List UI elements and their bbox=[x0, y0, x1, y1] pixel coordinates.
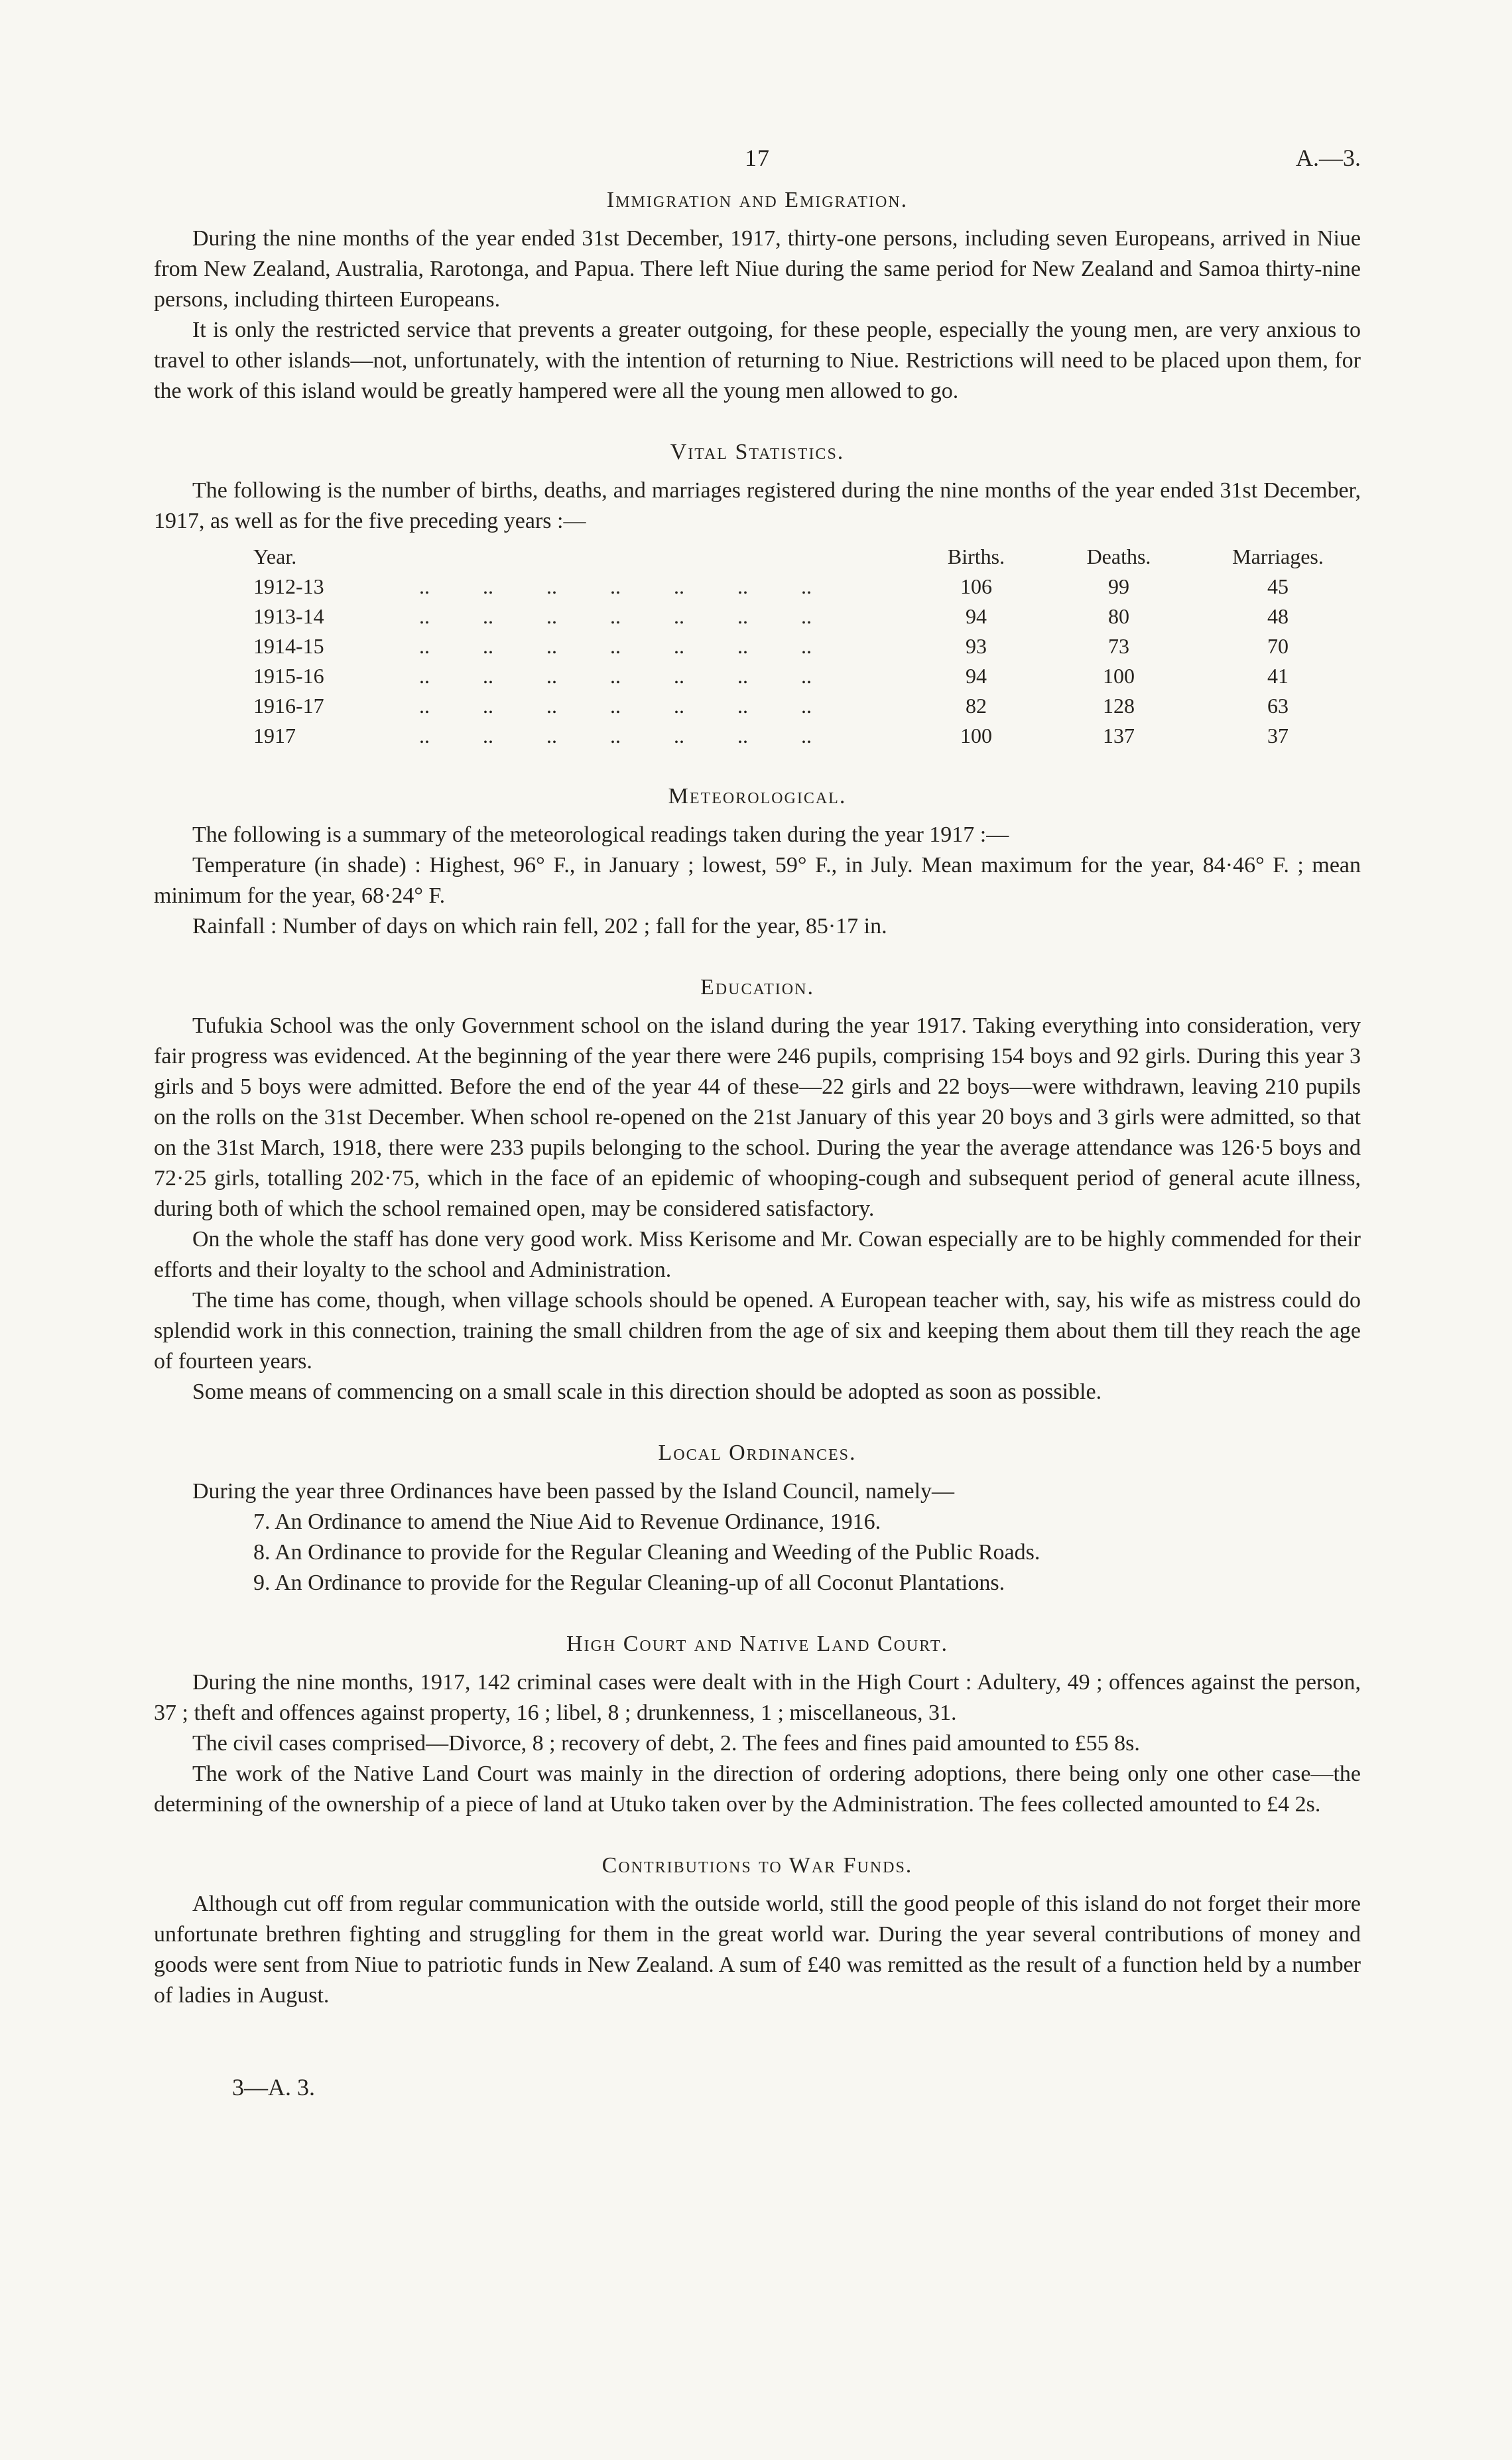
section-heading-war-funds: Contributions to War Funds. bbox=[601, 1853, 913, 1878]
ordinance-list bbox=[253, 1507, 1361, 1598]
meteorological-temperature: Temperature (in shade) : Highest, 96° F., in January ; lowest, 59° F., in July. Mean maximum for the year, 84·46° F. ; mean minimum for the year, 68·24° F. bbox=[154, 853, 1361, 908]
court-paragraph-3: The work of the Native Land Court was mainly in the direction of ordering adoptions, there being only one other case—the determining of the ownership of a piece of land at Utuko taken over by the Administration. The fees collected amounted to £4 2s. bbox=[154, 1762, 1361, 1817]
year-cell: 1914-15 bbox=[253, 634, 324, 658]
table-row bbox=[253, 691, 1361, 721]
marriages-cell: 37 bbox=[1267, 724, 1289, 747]
ordinance-item: 8. An Ordinance to provide for the Regular Cleaning and Weeding of the Public Roads. bbox=[253, 1540, 1040, 1565]
deaths-cell: 100 bbox=[1103, 664, 1135, 688]
table-row bbox=[253, 631, 1361, 661]
table-row bbox=[253, 602, 1361, 631]
section-heading-vital-statistics: Vital Statistics. bbox=[670, 440, 845, 464]
page-header bbox=[154, 143, 1361, 173]
births-cell: 94 bbox=[966, 664, 987, 688]
table-row bbox=[253, 572, 1361, 602]
marriages-cell: 48 bbox=[1267, 604, 1289, 628]
doc-reference: A.—3. bbox=[1296, 145, 1361, 171]
births-cell: 93 bbox=[966, 634, 987, 658]
dot-leader: .. .. .. .. .. .. .. bbox=[419, 604, 812, 628]
column-header-year: Year. bbox=[253, 545, 297, 568]
education-paragraph-3: The time has come, though, when village schools should be opened. A European teacher with, say, his wife as mistress could do splendid work in this connection, training the small children from the age of six and keeping them about them till they reach the age of fourteen years. bbox=[154, 1288, 1361, 1374]
court-paragraph-2: The civil cases comprised—Divorce, 8 ; recovery of debt, 2. The fees and fines paid amounted to £55 8s. bbox=[192, 1731, 1140, 1756]
section-heading-high-court: High Court and Native Land Court. bbox=[566, 1632, 948, 1656]
births-cell: 106 bbox=[960, 574, 992, 598]
marriages-cell: 70 bbox=[1267, 634, 1289, 658]
marriages-cell: 45 bbox=[1267, 574, 1289, 598]
section-heading-meteorological: Meteorological. bbox=[668, 784, 847, 809]
section-heading-education: Education. bbox=[700, 975, 814, 1000]
deaths-cell: 128 bbox=[1103, 694, 1135, 718]
year-cell: 1916-17 bbox=[253, 694, 324, 718]
meteorological-intro: The following is a summary of the meteorological readings taken during the year 1917 :— bbox=[192, 822, 1009, 847]
vital-statistics-table bbox=[253, 542, 1361, 751]
births-cell: 100 bbox=[960, 724, 992, 747]
education-paragraph-2: On the whole the staff has done very good work. Miss Kerisome and Mr. Cowan especially are to be highly commended for their efforts and their loyalty to the school and Administration. bbox=[154, 1227, 1361, 1282]
column-header-deaths: Deaths. bbox=[1086, 545, 1151, 568]
education-paragraph-4: Some means of commencing on a small scale in this direction should be adopted as soon as possible. bbox=[192, 1380, 1102, 1404]
deaths-cell: 137 bbox=[1103, 724, 1135, 747]
year-cell: 1917 bbox=[253, 724, 296, 747]
deaths-cell: 80 bbox=[1108, 604, 1129, 628]
births-cell: 82 bbox=[966, 694, 987, 718]
column-header-births: Births. bbox=[947, 545, 1005, 568]
table-header-row bbox=[253, 542, 1361, 572]
meteorological-rainfall: Rainfall : Number of days on which rain fell, 202 ; fall for the year, 85·17 in. bbox=[192, 914, 887, 939]
column-header-marriages: Marriages. bbox=[1232, 545, 1324, 568]
immigration-paragraph-1: During the nine months of the year ended 31st December, 1917, thirty-one persons, including seven Europeans, arrived in Niue from New Zealand, Australia, Rarotonga, and Papua. There left Niue during the same period for New Zealand and Samoa thirty-nine persons, including thirteen Europeans. bbox=[154, 226, 1361, 312]
dot-leader: .. .. .. .. .. .. .. bbox=[419, 694, 812, 718]
immigration-paragraph-2: It is only the restricted service that prevents a greater outgoing, for these people, especially the young men, are very anxious to travel to other islands—not, unfortunately, with the intention of returning to Niue. Restrictions will need to be placed upon them, for the work of this island would be greatly hampered were all the young men allowed to go. bbox=[154, 318, 1361, 403]
table-row bbox=[253, 661, 1361, 691]
page-footer-signature: 3—A. 3. bbox=[232, 2074, 315, 2101]
section-heading-local-ordinances: Local Ordinances. bbox=[658, 1441, 857, 1465]
year-cell: 1915-16 bbox=[253, 664, 324, 688]
dot-leader: .. .. .. .. .. .. .. bbox=[419, 634, 812, 658]
births-cell: 94 bbox=[966, 604, 987, 628]
year-cell: 1912-13 bbox=[253, 574, 324, 598]
ordinance-item: 9. An Ordinance to provide for the Regular Cleaning-up of all Coconut Plantations. bbox=[253, 1571, 1005, 1595]
year-cell: 1913-14 bbox=[253, 604, 324, 628]
court-paragraph-1: During the nine months, 1917, 142 criminal cases were dealt with in the High Court : Adultery, 49 ; offences against the person, 37 ; theft and offences against property, 16 ; libel, 8 ; drunkenness, 1 ; miscellaneous, 31. bbox=[154, 1670, 1361, 1725]
deaths-cell: 73 bbox=[1108, 634, 1129, 658]
ordinance-item: 7. An Ordinance to amend the Niue Aid to Revenue Ordinance, 1916. bbox=[253, 1510, 881, 1534]
table-row bbox=[253, 721, 1361, 751]
dot-leader: .. .. .. .. .. .. .. bbox=[419, 574, 812, 598]
dot-leader: .. .. .. .. .. .. .. bbox=[419, 724, 812, 747]
war-funds-paragraph: Although cut off from regular communication with the outside world, still the good people of this island do not forget their more unfortunate brethren fighting and struggling for them in the great world war. During the year several contributions of money and goods were sent from Niue to patriotic funds in New Zealand. A sum of £40 was remitted as the result of a function held by a number of ladies in August. bbox=[154, 1892, 1361, 2008]
column-header-leader-spacer bbox=[419, 542, 910, 572]
marriages-cell: 63 bbox=[1267, 694, 1289, 718]
ordinances-intro: During the year three Ordinances have been passed by the Island Council, namely— bbox=[192, 1479, 955, 1504]
marriages-cell: 41 bbox=[1267, 664, 1289, 688]
section-heading-immigration: Immigration and Emigration. bbox=[606, 188, 909, 212]
education-paragraph-1: Tufukia School was the only Government school on the island during the year 1917. Taking everything into consideration, very fair progress was evidenced. At the beginning of the year there were 246 pupils, comprising 154 boys and 92 girls. During this year 3 girls and 5 boys were admitted. Before the end of the year 44 of these—22 girls and 22 boys—were withdrawn, leaving 210 pupils on the rolls on the 31st December. When school re-opened on the 21st January of this year 20 boys and 3 girls were admitted, so that on the 31st March, 1918, there were 233 pupils belonging to the school. During the year the average attendance was 126·5 boys and 72·25 girls, totalling 202·75, which in the face of an epidemic of whooping-cough and subsequent period of general acute illness, during both of which the school remained open, may be considered satisfactory. bbox=[154, 1013, 1361, 1221]
deaths-cell: 99 bbox=[1108, 574, 1129, 598]
dot-leader: .. .. .. .. .. .. .. bbox=[419, 664, 812, 688]
page-number: 17 bbox=[745, 145, 770, 171]
vital-statistics-intro: The following is the number of births, deaths, and marriages registered during the nine months of the year ended 31st December, 1917, as well as for the five preceding years :— bbox=[154, 478, 1361, 533]
